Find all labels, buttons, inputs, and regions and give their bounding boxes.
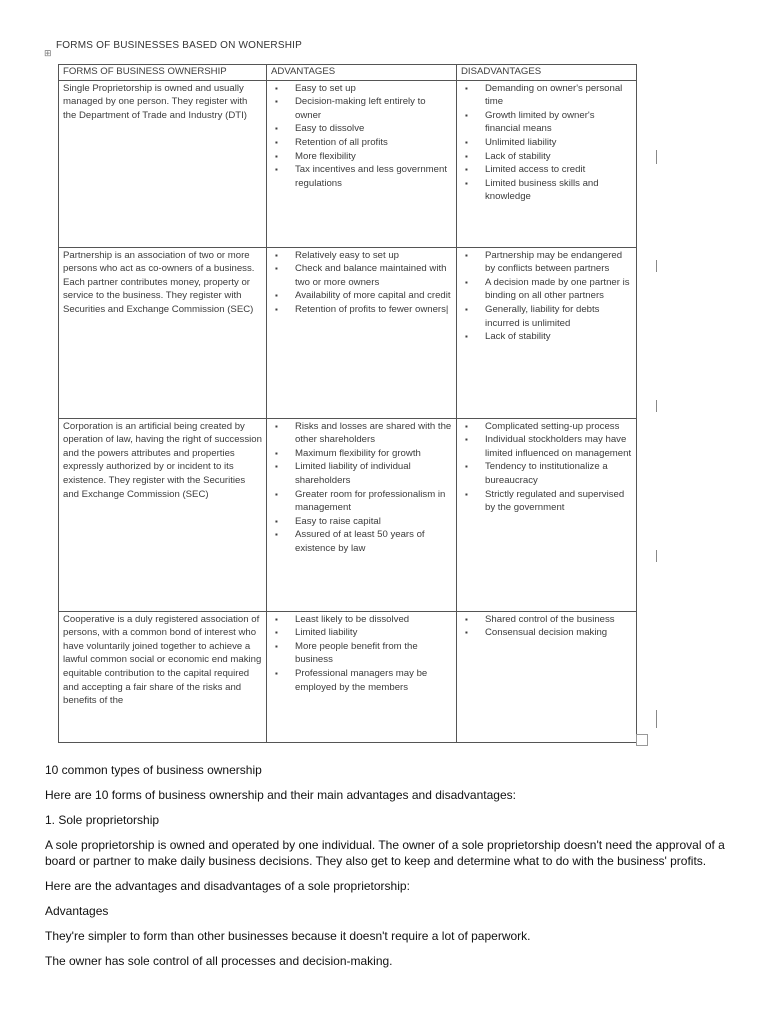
advantage-item: ▪ Relatively easy to set up	[295, 249, 452, 263]
disadvantages-cell	[457, 247, 637, 418]
advantages-cell	[267, 80, 457, 247]
advantages-cell	[267, 418, 457, 611]
table-row	[59, 418, 637, 611]
advantages-cell	[267, 611, 457, 742]
disadvantage-item: ▪ Unlimited liability	[485, 136, 632, 150]
disadvantage-item: ▪ Tendency to institutionalize a bureaucracy	[485, 460, 632, 487]
disadvantage-item: ▪ A decision made by one partner is binding on all other partners	[485, 276, 632, 303]
disadvantages-cell	[457, 611, 637, 742]
disadvantage-item: ▪ Partnership may be endangered by conflicts between partners	[485, 249, 632, 276]
advantage-item: ▪ Limited liability	[295, 626, 452, 640]
advantage-item: ▪ Least likely to be dissolved	[295, 613, 452, 627]
advantage-item: ▪ Maximum flexibility for growth	[295, 447, 452, 461]
table-resize-handle[interactable]	[636, 734, 648, 746]
disadvantage-item: ▪ Lack of stability	[485, 330, 632, 344]
disadvantage-item: ▪ Complicated setting-up process	[485, 420, 632, 434]
article-intro: Here are 10 forms of business ownership and their main advantages and disadvantages:	[45, 788, 516, 802]
advantage-item: ▪ Easy to set up	[295, 82, 452, 96]
table-row	[59, 247, 637, 418]
table-header-row	[59, 65, 637, 81]
table-row	[59, 80, 637, 247]
article-heading: 10 common types of business ownership	[45, 763, 262, 777]
advantages-cell	[267, 247, 457, 418]
disadvantage-item: ▪ Demanding on owner's personal time	[485, 82, 632, 109]
disadvantage-item: ▪ Limited access to credit	[485, 163, 632, 177]
disadvantage-item: ▪ Limited business skills and knowledge	[485, 177, 632, 204]
business-forms-table	[58, 64, 637, 743]
form-description: Corporation is an artificial being created by operation of law, having the right of succession and the powers attributes and properties expressly authorized by or incident to its existence. They register with the Securities and Exchange Commission (SEC)	[59, 418, 267, 611]
advantages-label: Advantages	[45, 904, 109, 918]
advantage-item: ▪ Assured of at least 50 years of existence by law	[295, 528, 452, 555]
advantage-item: ▪ Easy to dissolve	[295, 122, 452, 136]
disadvantage-item: ▪ Generally, liability for debts incurred is unlimited	[485, 303, 632, 330]
advantage-item: ▪ Check and balance maintained with two or more owners	[295, 262, 452, 289]
advantage-point: They're simpler to form than other businesses because it doesn't require a lot of paperwork.	[45, 929, 531, 943]
advantage-item: ▪ Decision-making left entirely to owner	[295, 95, 452, 122]
table-row	[59, 611, 637, 742]
article-body	[45, 762, 725, 978]
table-title: FORMS OF BUSINESSES BASED ON WONERSHIP	[56, 40, 302, 51]
advantage-item: ▪ Retention of profits to fewer owners|	[295, 303, 452, 317]
advantage-item: ▪ Easy to raise capital	[295, 515, 452, 529]
header-forms: FORMS OF BUSINESS OWNERSHIP	[59, 65, 267, 81]
section-paragraph: A sole proprietorship is owned and operated by one individual. The owner of a sole proprietorship doesn't need the approval of a board or partner to make daily business decisions. They also get to keep and determine what to do with the business' profits.	[45, 838, 725, 868]
disadvantage-item: ▪ Individual stockholders may have limited influenced on management	[485, 433, 632, 460]
disadvantages-cell	[457, 80, 637, 247]
advantage-item: ▪ Professional managers may be employed by the members	[295, 667, 452, 694]
form-description: Cooperative is a duly registered association of persons, with a common bond of interest who have voluntarily joined together to achieve a lawful common social or economic end making equitable contribution to the capital required and accepting a fair share of the risks and benefits of the	[59, 611, 267, 742]
disadvantages-cell	[457, 418, 637, 611]
advantage-item: ▪ Tax incentives and less government regulations	[295, 163, 452, 190]
disadvantage-item: ▪ Lack of stability	[485, 150, 632, 164]
disadvantage-item: ▪ Shared control of the business	[485, 613, 632, 627]
advantage-point: The owner has sole control of all processes and decision-making.	[45, 954, 393, 968]
disadvantage-item: ▪ Growth limited by owner's financial means	[485, 109, 632, 136]
disadvantage-item: ▪ Consensual decision making	[485, 626, 632, 640]
advantage-item: ▪ Greater room for professionalism in management	[295, 488, 452, 515]
form-description: Single Proprietorship is owned and usually managed by one person. They register with the Department of Trade and Industry (DTI)	[59, 80, 267, 247]
page-edge-marks	[656, 150, 660, 750]
scanned-table-image	[40, 38, 640, 740]
disadvantage-item: ▪ Strictly regulated and supervised by the government	[485, 488, 632, 515]
advantage-item: ▪ Risks and losses are shared with the other shareholders	[295, 420, 452, 447]
lead-in: Here are the advantages and disadvantages of a sole proprietorship:	[45, 879, 410, 893]
table-anchor-icon: ⊞	[44, 48, 52, 58]
advantage-item: ▪ Limited liability of individual shareholders	[295, 460, 452, 487]
advantage-item: ▪ More people benefit from the business	[295, 640, 452, 667]
section-title: 1. Sole proprietorship	[45, 813, 160, 827]
advantage-item: ▪ More flexibility	[295, 150, 452, 164]
advantage-item: ▪ Availability of more capital and credit	[295, 289, 452, 303]
header-advantages: ADVANTAGES	[267, 65, 457, 81]
form-description: Partnership is an association of two or more persons who act as co-owners of a business. Each partner contributes money, property or service to the business. They register with Securities and Exchange Commission (SEC)	[59, 247, 267, 418]
advantage-item: ▪ Retention of all profits	[295, 136, 452, 150]
header-disadvantages: DISADVANTAGES	[457, 65, 637, 81]
